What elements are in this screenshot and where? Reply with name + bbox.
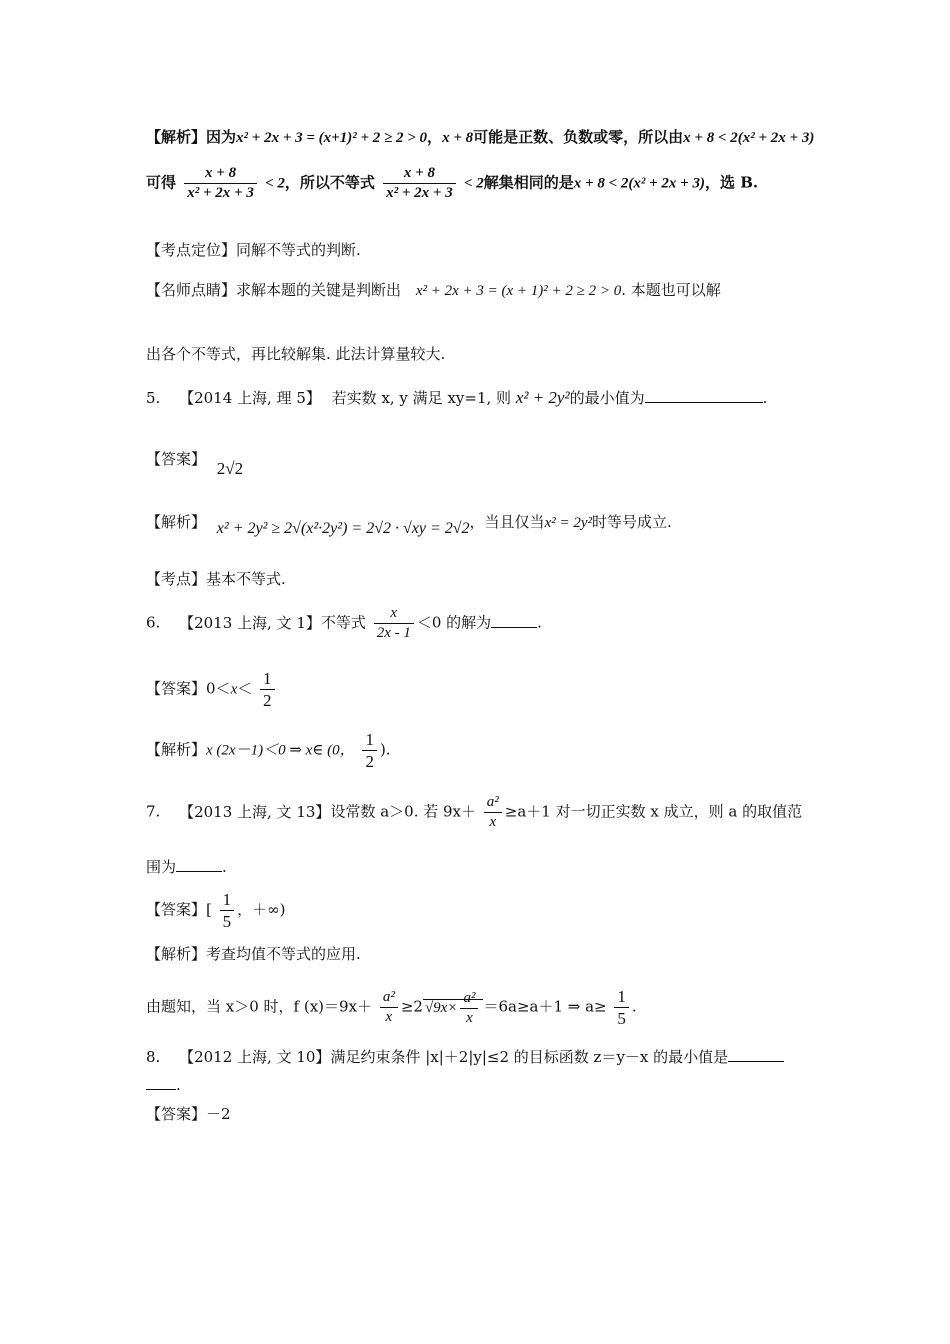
question-5: 5. 【2014 上海, 理 5】 若实数 x, y 满足 xy=1, 则 x² + 2y²的最小值为 .: [146, 388, 768, 407]
teacher-comment: 【名师点睛】求解本题的关键是判断出 x² + 2x + 3 = (x + 1)² + 2 ≥ 2 > 0. 本题也可以解: [146, 281, 721, 299]
question-number: 8.: [146, 1048, 161, 1066]
question-8: 8. 【2012 上海, 文 10】满足约束条件 |x|＋2|y|≤2 的目标函数 z＝y－x 的最小值是: [146, 1047, 784, 1065]
question-number: 6.: [146, 613, 161, 632]
question-8-continued: .: [146, 1075, 181, 1093]
analysis-7: 【解析】考查均值不等式的应用.: [146, 945, 361, 963]
question-source: 【2013 上海, 文 13】: [179, 802, 331, 821]
answer-value: 2√2: [216, 459, 244, 478]
math-inequality: x + 8 < 2(x² + 2x + 3): [683, 130, 815, 146]
solution-7: 由题知，当 x＞0 时，f (x)＝9x＋ $\frac{\text{a²}}{x}$ ≥2 √9x× $\frac{\text{a²}}{x}$ ＝6a≥a＋1 ⇒ a≥ $\frac{1}{5}$ .: [146, 987, 637, 1028]
math-expression: x + 8: [442, 130, 474, 146]
question-7: 7. 【2013 上海, 文 13】设常数 a＞0. 若 9x＋ $\frac{\text{a²}}{x}$ ≥a＋1 对一切正实数 x 成立，则 a 的取值范: [146, 794, 803, 830]
answer-8: 【答案】－2: [146, 1105, 231, 1123]
math-expression: x² + 2y²: [515, 388, 570, 407]
fraction: $\frac{\text{a²}}{x}$: [380, 990, 398, 1025]
answer-7: 【答案】[ $\frac{1}{5}$ ，＋∞): [146, 890, 286, 931]
fraction: $\frac{1}{5}$: [220, 891, 235, 930]
fraction: $\frac{\text{a²}}{x}$: [460, 991, 478, 1026]
math-expression: x² + 2y² ≥ 2√(x²·2y²) = 2√2 · √xy = 2√2: [216, 520, 470, 537]
question-7-continued: 围为 .: [146, 858, 227, 876]
fraction: $\frac{1}{2}$: [362, 731, 377, 770]
answer-blank: [146, 1075, 176, 1090]
fraction: $\frac{1}{2}$: [260, 670, 275, 709]
question-source: 【2014 上海, 理 5】: [179, 389, 321, 407]
topic-location: 【考点定位】同解不等式的判断.: [146, 241, 361, 259]
analysis-paragraph-2: 可得 $\frac{x + 8}{\text{x² + 2x + 3}}$ < 2，所以不等式 $\frac{x + 8}{\text{x² + 2x + 3}}$ < 2解集相同的是x + 8 < 2(x² + 2x + 3)，选 B.: [146, 165, 759, 201]
math-condition: x² = 2y²: [544, 515, 592, 531]
answer-blank: [645, 388, 763, 403]
answer-blank: [491, 613, 537, 628]
question-source: 【2013 上海, 文 1】: [179, 613, 321, 632]
answer-value: －2: [206, 1105, 231, 1123]
answer-6: 【答案】0＜x＜ $\frac{1}{2}$: [146, 670, 278, 709]
analysis-tag: 【解析】: [146, 128, 207, 146]
math-expression: x² + 2x + 3 = (x + 1)² + 2 ≥ 2 > 0: [415, 283, 622, 299]
question-6: 6. 【2013 上海, 文 1】不等式 $\frac{x}{2x - 1}$ ＜0 的解为 .: [146, 605, 542, 641]
question-source: 【2012 上海, 文 10】: [179, 1048, 331, 1066]
fraction: $\frac{1}{5}$: [614, 988, 629, 1027]
teacher-comment-continued: 出各个不等式，再比较解集. 此法计算量较大.: [146, 345, 446, 363]
math-expression: x (2x－1)＜0 ⇒ x∈ (0，: [206, 742, 355, 759]
radical: √9x× $\frac{\text{a²}}{x}$: [423, 999, 484, 1016]
analysis-paragraph-1: 【解析】因为x² + 2x + 3 = (x+1)² + 2 ≥ 2 > 0，x + 8可能是正数、负数或零，所以由x + 8 < 2(x² + 2x + 3): [146, 128, 815, 146]
analysis-5: 【解析】 x² + 2y² ≥ 2√(x²·2y²) = 2√2 · √xy = 2√2，当且仅当x² = 2y²时等号成立.: [146, 513, 672, 537]
fraction: $\frac{x + 8}{\text{x² + 2x + 3}}$: [383, 166, 456, 201]
question-number: 5.: [146, 389, 161, 407]
fraction: $\frac{x + 8}{\text{x² + 2x + 3}}$: [184, 166, 257, 201]
math-inequality: x² + 2x + 3 = (x+1)² + 2 ≥ 2 > 0: [236, 130, 428, 146]
question-number: 7.: [146, 802, 161, 821]
answer-blank: [176, 857, 222, 872]
answer-blank: [728, 1047, 784, 1062]
answer-5: 【答案】 2√2: [146, 450, 244, 478]
fraction: $\frac{\text{a²}}{x}$: [484, 795, 502, 830]
fraction: $\frac{x}{2x - 1}$: [374, 606, 414, 641]
analysis-6: 【解析】x (2x－1)＜0 ⇒ x∈ (0， $\frac{1}{2}$ ).: [146, 730, 391, 771]
topic-5: 【考点】基本不等式.: [146, 570, 286, 588]
